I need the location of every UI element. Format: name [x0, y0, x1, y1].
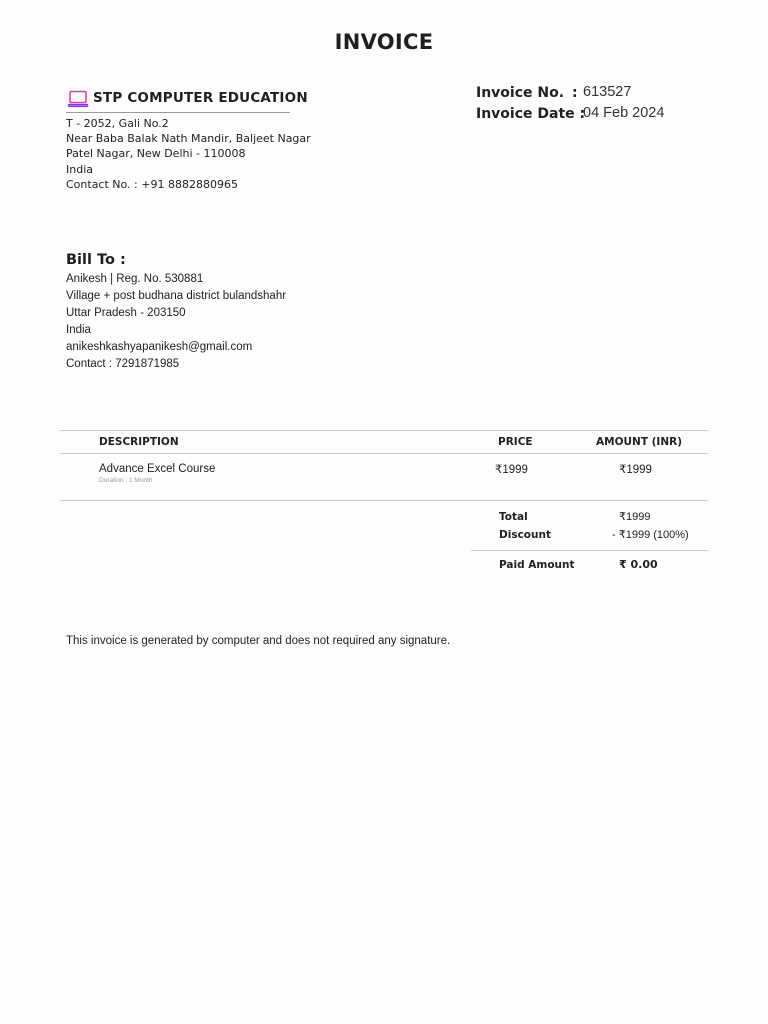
company-country: India: [66, 162, 93, 176]
company-address: [66, 116, 311, 192]
invoice-date-label: Invoice Date :: [476, 106, 586, 122]
total-label: Total: [499, 511, 528, 523]
invoice-title: INVOICE: [334, 30, 434, 54]
table-top-rule: [60, 430, 708, 431]
item-description: Advance Excel Course: [99, 463, 216, 475]
summary-rule: [471, 550, 708, 551]
logo-divider: [66, 112, 290, 113]
laptop-icon: [66, 90, 90, 108]
table-bottom-rule: [60, 500, 708, 501]
invoice-number-value: 613527: [583, 84, 632, 100]
customer-email: anikeshkashyapanikesh@gmail.com: [66, 341, 253, 353]
bill-to-details: [66, 271, 286, 373]
discount-value: - ₹1999 (100%): [612, 529, 689, 541]
bill-to-heading: Bill To :: [66, 252, 126, 268]
table-header-rule: [60, 453, 708, 454]
column-header-price: PRICE: [498, 436, 533, 448]
customer-name: Anikesh | Reg. No. 530881: [66, 273, 204, 285]
company-contact: Contact No. : +91 8882880965: [66, 177, 238, 191]
item-price: ₹1999: [495, 464, 528, 476]
column-header-amount: AMOUNT (INR): [596, 436, 683, 448]
customer-country: India: [66, 324, 91, 336]
invoice-date-value: 04 Feb 2024: [583, 105, 665, 121]
footer-note: This invoice is generated by computer and does not required any signature.: [66, 635, 451, 647]
discount-label: Discount: [499, 529, 551, 541]
column-header-description: DESCRIPTION: [99, 436, 179, 448]
invoice-number-label: Invoice No.: [476, 85, 565, 101]
company-name: STP COMPUTER EDUCATION: [93, 90, 308, 106]
invoice-number-separator: :: [572, 85, 578, 101]
company-address-line: T - 2052, Gali No.2: [66, 117, 169, 130]
company-address-line: Patel Nagar, New Delhi - 110008: [66, 147, 246, 161]
company-address-line: Near Baba Balak Nath Mandir, Baljeet Nagar: [66, 132, 311, 146]
item-duration: Duration : 1 Month: [99, 477, 153, 484]
customer-address-line: Uttar Pradesh - 203150: [66, 307, 186, 319]
customer-address-line: Village + post budhana district bulandshahr: [66, 290, 287, 302]
total-value: ₹1999: [619, 511, 651, 523]
item-amount: ₹1999: [619, 464, 652, 476]
customer-contact: Contact : 7291871985: [66, 358, 180, 370]
paid-amount-value: ₹ 0.00: [619, 558, 658, 571]
paid-amount-label: Paid Amount: [499, 559, 575, 571]
